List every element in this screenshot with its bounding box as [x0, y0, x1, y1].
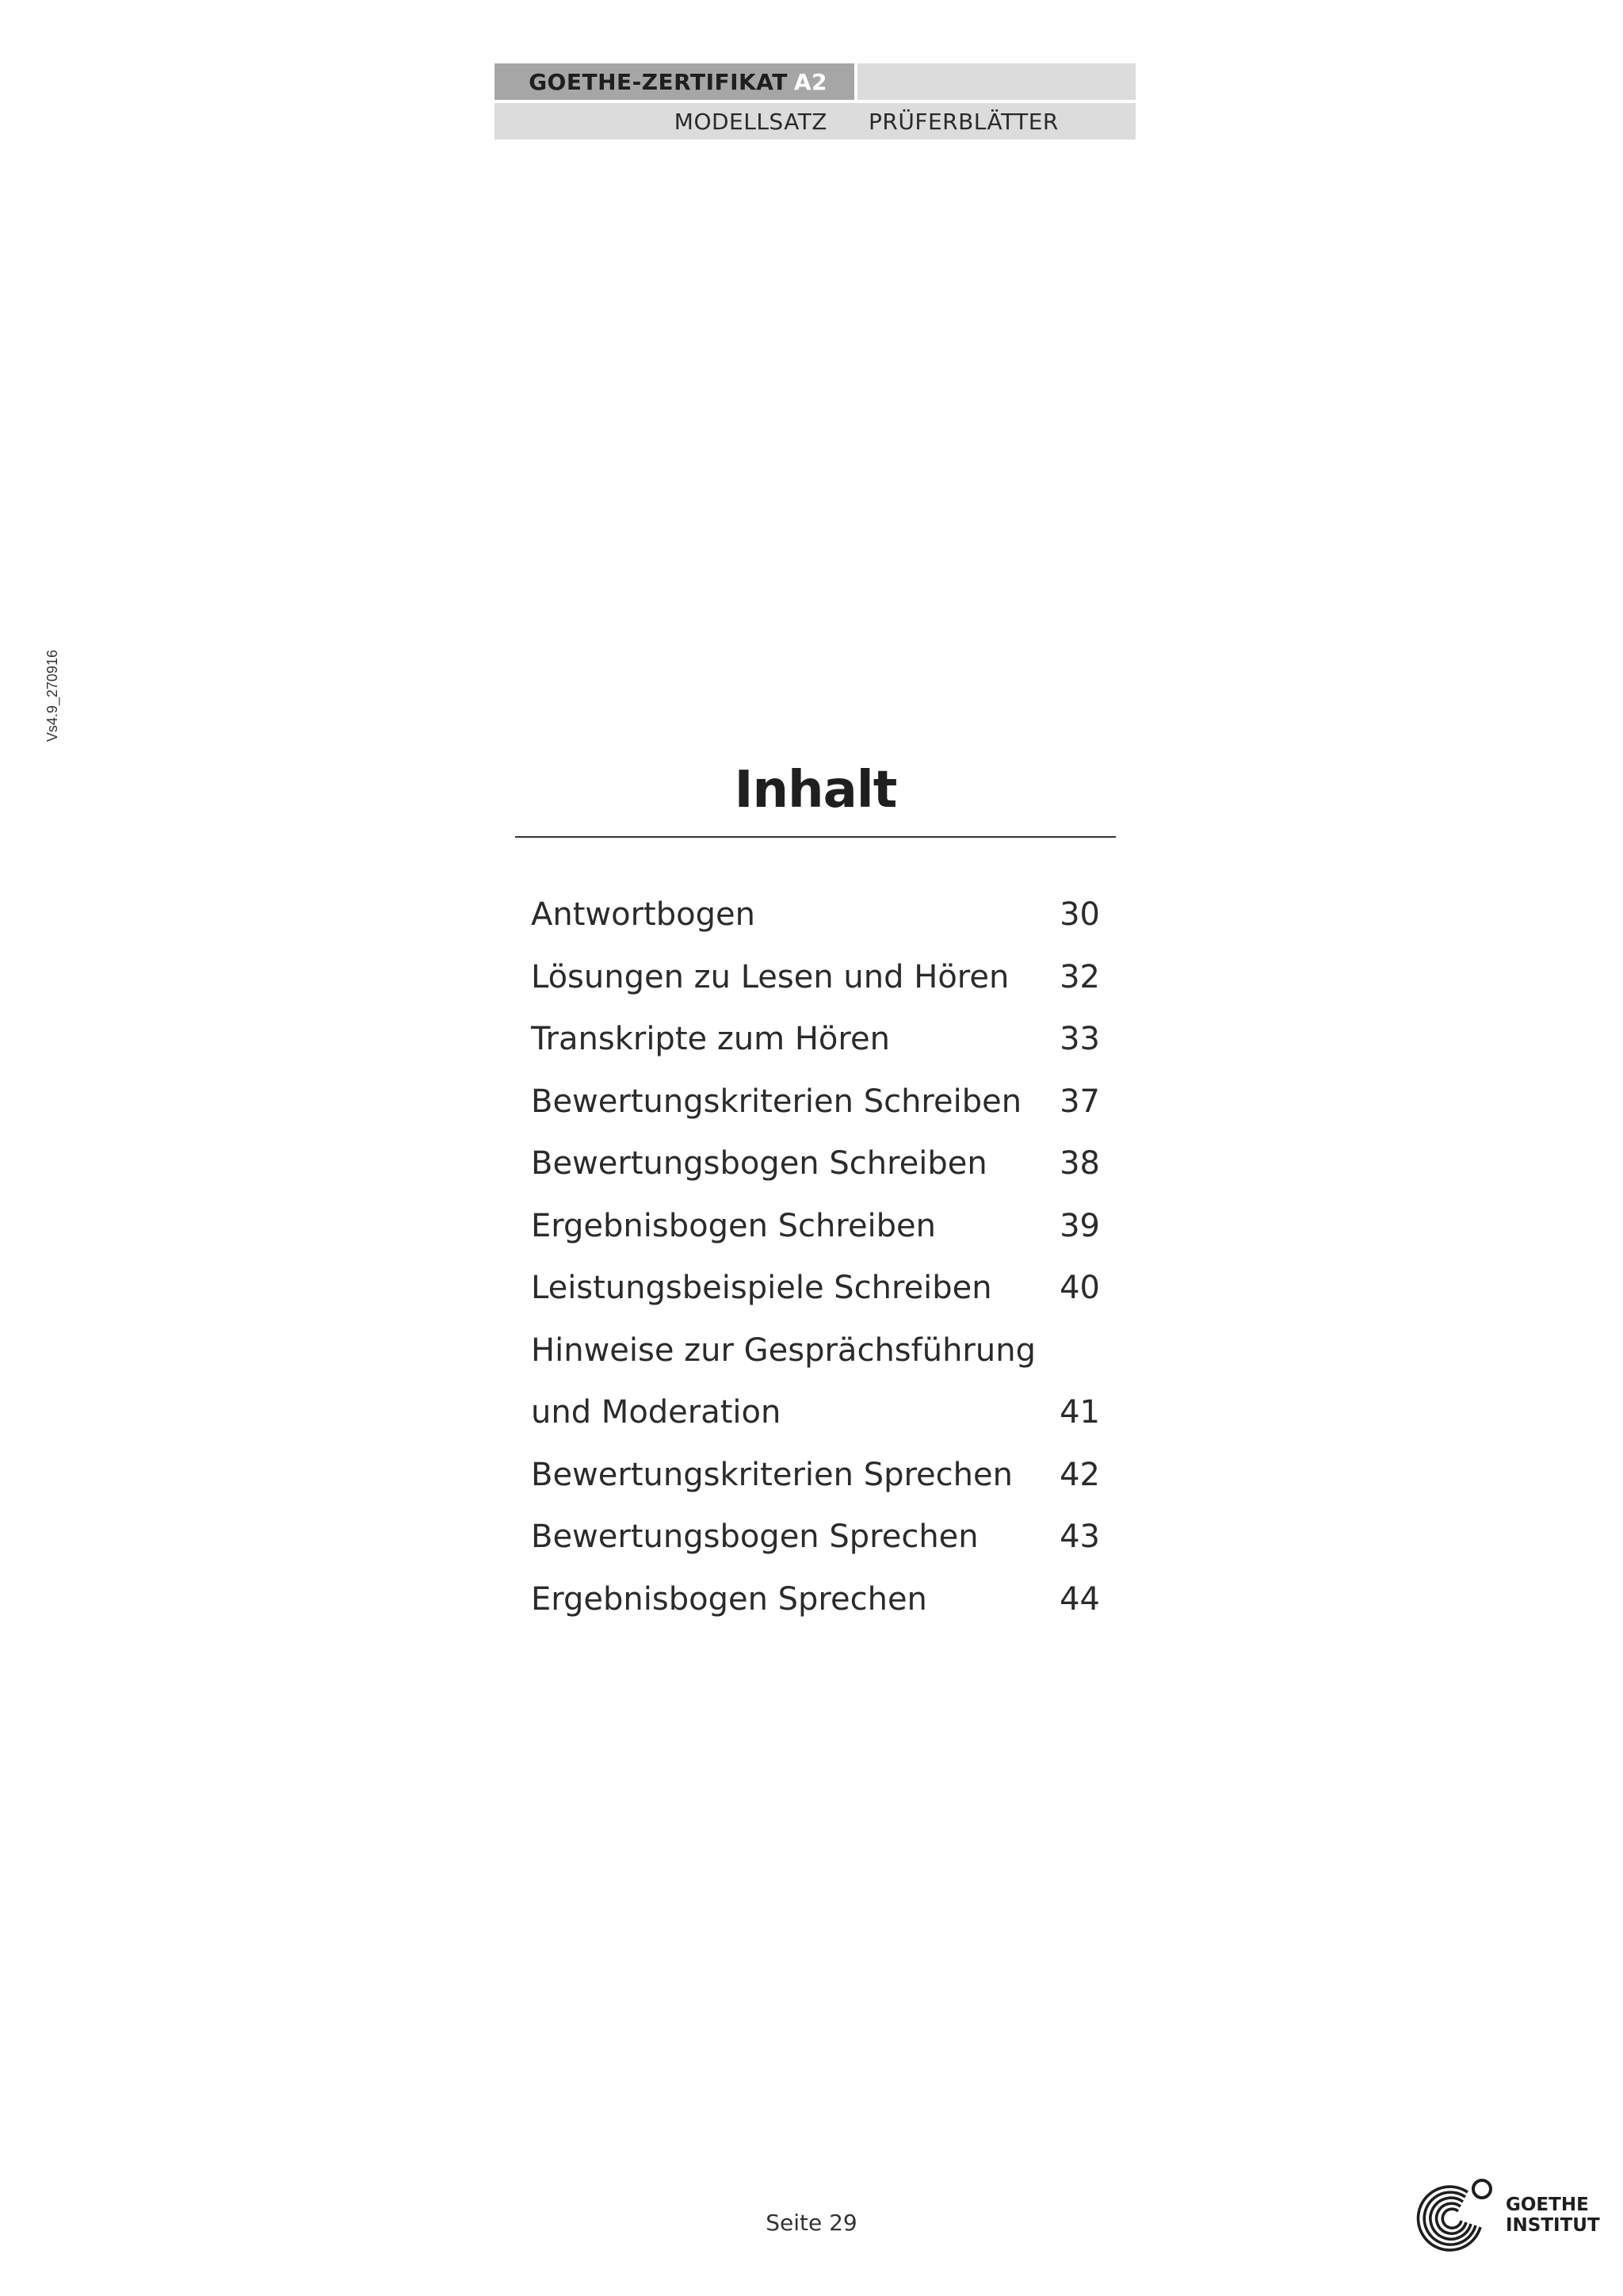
toc-item	[531, 1257, 1100, 1320]
toc-item	[531, 1320, 1100, 1382]
header-title-row	[495, 63, 1136, 100]
toc-item	[531, 1568, 1100, 1631]
header-title-box	[495, 63, 854, 100]
header-title: GOETHE-ZERTIFIKAT	[529, 68, 788, 95]
toc-item	[531, 1444, 1100, 1507]
toc-item	[531, 1195, 1100, 1258]
goethe-institut-logo-icon	[1412, 2172, 1501, 2259]
header-blank-box	[857, 63, 1136, 100]
toc-item	[531, 1133, 1100, 1195]
toc-item-page: 37	[1060, 1083, 1100, 1120]
page-header	[495, 63, 1136, 139]
toc-item-label: Bewertungsbogen Schreiben	[531, 1145, 987, 1182]
title-underline	[515, 836, 1116, 838]
logo-line-goethe: GOETHE	[1506, 2195, 1589, 2215]
page-number: Seite 29	[766, 2210, 857, 2236]
toc-item	[531, 884, 1100, 946]
version-code: Vs4.9_270916	[44, 649, 60, 742]
toc-item-page: 40	[1060, 1270, 1100, 1306]
toc-item-page: 33	[1060, 1021, 1100, 1057]
toc-item-label: und Moderation	[531, 1394, 781, 1431]
toc-item-label: Bewertungskriterien Sprechen	[531, 1456, 1013, 1493]
toc-item-label: Leistungsbeispiele Schreiben	[531, 1270, 992, 1306]
header-subtitle-modellsatz: MODELLSATZ	[674, 108, 827, 135]
toc-item-label: Bewertungsbogen Sprechen	[531, 1519, 979, 1555]
toc-item	[531, 1071, 1100, 1133]
logo-line-institut: INSTITUT	[1506, 2215, 1600, 2236]
table-of-contents	[531, 884, 1100, 1630]
toc-item-label: Lösungen zu Lesen und Hören	[531, 958, 1010, 995]
toc-item	[531, 1381, 1100, 1444]
toc-item-page: 30	[1060, 896, 1100, 933]
logo-text	[1506, 2195, 1600, 2236]
goethe-institut-logo	[1412, 2172, 1600, 2259]
toc-item-label: Hinweise zur Gesprächsführung	[531, 1331, 1036, 1369]
toc-item-page: 44	[1060, 1580, 1100, 1618]
toc-item-page: 39	[1060, 1207, 1100, 1244]
toc-item-page: 41	[1060, 1394, 1100, 1431]
header-level: A2	[793, 68, 827, 95]
page-title: Inhalt	[734, 761, 897, 819]
toc-item-page: 43	[1060, 1519, 1100, 1555]
toc-item-label: Transkripte zum Hören	[531, 1021, 890, 1057]
toc-item-page: 38	[1060, 1145, 1100, 1182]
header-subtitle-row	[495, 103, 1136, 139]
toc-item	[531, 1506, 1100, 1568]
toc-item	[531, 1008, 1100, 1071]
header-subtitle-prueferblaetter: PRÜFERBLÄTTER	[869, 108, 1059, 135]
toc-item	[531, 946, 1100, 1009]
toc-item-label: Ergebnisbogen Schreiben	[531, 1207, 937, 1244]
toc-item-label: Antwortbogen	[531, 896, 755, 933]
toc-item-page: 42	[1060, 1456, 1100, 1493]
toc-item-page: 32	[1060, 958, 1100, 995]
toc-item-label: Ergebnisbogen Sprechen	[531, 1580, 927, 1618]
toc-item-label: Bewertungskriterien Schreiben	[531, 1083, 1022, 1120]
